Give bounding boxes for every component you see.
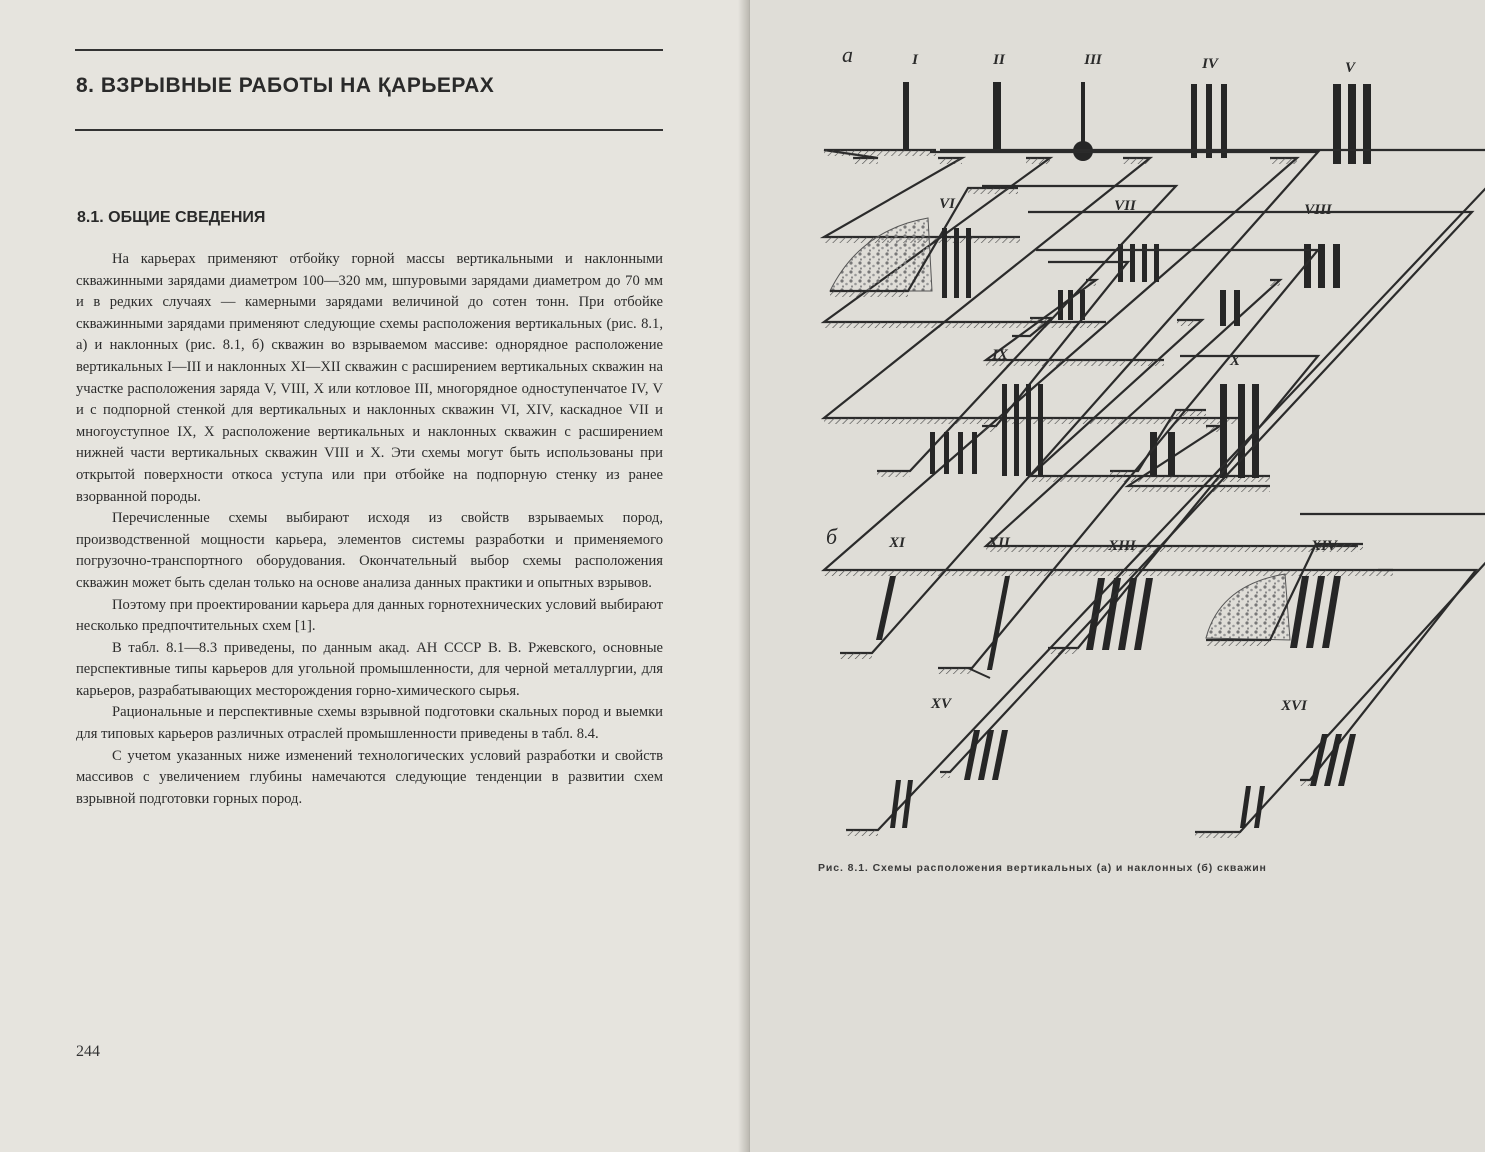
- borehole: [1086, 578, 1105, 650]
- scheme-label: VIII: [1304, 202, 1332, 218]
- scheme-label: X: [1229, 353, 1241, 369]
- ground-hatch: [824, 150, 936, 156]
- ground-hatch: [877, 471, 910, 477]
- scheme-label: VI: [939, 196, 955, 212]
- ground-hatch: [1026, 158, 1050, 164]
- borehole: [987, 576, 1010, 670]
- ground-hatch: [1206, 640, 1270, 646]
- group-b-label: б: [826, 524, 838, 549]
- paragraph: Поэтому при проектировании карьера для данных горнотехнических условий выбирают несколько предпочтительных схем [1].: [76, 596, 663, 635]
- scheme-label: XIII: [1108, 538, 1136, 554]
- ground-hatch: [824, 322, 1106, 328]
- borehole-schemes-diagram: [750, 0, 1485, 1152]
- paragraph: В табл. 8.1—8.3 приведены, по данным акад. АН СССР В. В. Ржевского, основные перспективные типы карьеров для угольной промышленности, для черной металлургии, для карьеров, разрабатывающих месторождения горно-химического сырья.: [76, 639, 663, 699]
- borehole: [942, 228, 947, 298]
- ground-hatch: [940, 772, 950, 778]
- borehole: [1348, 84, 1356, 164]
- scheme-label: IX: [992, 347, 1008, 363]
- borehole: [1081, 82, 1085, 142]
- paragraph: Рациональные и перспективные схемы взрывной подготовки скальных пород и выемки для типовых карьеров различных отраслей промышленности приведены в табл. 8.4.: [76, 704, 663, 743]
- paragraph: На карьерах применяют отбойку горной массы вертикальными и наклонными скважинными зарядами диаметром 100—320 мм, шпуровыми зарядами диаметром до 70 мм и в редких случаях — камерными зарядами величиной до сотен тонн. При отбойке скважинными зарядами применяют следующие схемы расположения вертикальных (рис. 8.1, а) и наклонных (рис. 8.1, б) скважин во взрываемом массиве: однорядное расположение вертикальных I—III и наклонных XI—XII скважин с расширением вертикальных скважин на участке расположения заряда V, VIII, X или котловое III, многорядное одноступенчатое IV, V и с подпорной стенкой для вертикальных и наклонных скважин VI, XIV, каскадное VII и многоуступное IX, X расположение вертикальных и наклонных скважин с расширением нижней части вертикальных скважин VIII и X. Эти схемы могут быть использованы при открытой поверхности откоса уступа или при отбойке на подпорную стенку из ранее взорванной породы.: [76, 251, 663, 505]
- borehole: [890, 780, 901, 828]
- ground-hatch: [1270, 158, 1297, 164]
- ground-hatch: [1195, 832, 1240, 838]
- ground-hatch: [938, 158, 962, 164]
- ground-hatch: [824, 418, 1243, 424]
- ground-hatch: [982, 426, 996, 432]
- scheme-label: III: [1084, 52, 1102, 68]
- ground-hatch: [986, 546, 1358, 552]
- scheme-label: XII: [988, 535, 1010, 551]
- group-a-label: а: [842, 42, 853, 67]
- scheme-label: II: [993, 52, 1005, 68]
- borehole: [1014, 384, 1019, 476]
- borehole: [1134, 578, 1153, 650]
- borehole: [1206, 84, 1212, 158]
- ground-hatch: [1206, 426, 1220, 432]
- borehole: [1168, 432, 1175, 476]
- scheme-label: I: [912, 52, 918, 68]
- schemes-drawing: [824, 52, 1485, 838]
- scheme-label: VII: [1114, 198, 1136, 214]
- ground-hatch: [830, 291, 908, 297]
- ground-hatch: [824, 570, 1393, 576]
- ground-hatch: [846, 830, 878, 836]
- borehole: [1150, 432, 1157, 476]
- ground-hatch: [938, 668, 972, 674]
- borehole: [1333, 244, 1340, 288]
- borehole: [1026, 384, 1031, 476]
- right-page: [750, 0, 1485, 1152]
- ground-hatch: [1300, 780, 1310, 786]
- borehole: [1306, 576, 1325, 648]
- page-number: 244: [76, 1043, 100, 1060]
- ground-hatch: [853, 158, 878, 164]
- ground-hatch: [840, 653, 872, 659]
- rubble-pile: [1206, 574, 1290, 640]
- borehole: [978, 730, 994, 780]
- borehole: [1221, 84, 1227, 158]
- borehole: [930, 432, 935, 474]
- figure-caption: Рис. 8.1. Схемы расположения вертикальных (а) и наклонных (б) скважин: [818, 862, 1267, 874]
- ground-hatch: [1123, 158, 1150, 164]
- scheme-label: V: [1344, 60, 1356, 76]
- borehole: [944, 432, 949, 474]
- ground-hatch: [1270, 280, 1280, 286]
- bottom-rule: [75, 129, 663, 131]
- chapter-title: 8. ВЗРЫВНЫЕ РАБОТЫ НА ҚАРЬЕРАХ: [76, 74, 495, 97]
- borehole: [958, 432, 963, 474]
- scheme-label: XVI: [1281, 698, 1307, 714]
- borehole: [972, 432, 977, 474]
- borehole: [1290, 576, 1309, 648]
- borehole: [1238, 384, 1245, 478]
- borehole: [966, 228, 971, 298]
- borehole: [1318, 244, 1325, 288]
- top-rule: [75, 49, 663, 51]
- body-text: [76, 249, 663, 810]
- borehole: [1220, 290, 1226, 326]
- borehole: [954, 228, 959, 298]
- borehole: [1058, 290, 1063, 320]
- bench-profile: [986, 280, 1164, 360]
- rubble-pile: [830, 218, 932, 291]
- ground-hatch: [968, 188, 1018, 194]
- borehole: [1363, 84, 1371, 164]
- borehole: [1002, 384, 1007, 476]
- borehole: [1234, 290, 1240, 326]
- scheme-label: XV: [930, 696, 952, 712]
- borehole: [1322, 576, 1341, 648]
- section-title: 8.1. ОБЩИЕ СВЕДЕНИЯ: [77, 209, 266, 226]
- ground-hatch: [1030, 476, 1270, 482]
- ground-hatch: [1177, 320, 1202, 326]
- scheme-label: IV: [1202, 56, 1218, 72]
- borehole: [1333, 84, 1341, 164]
- borehole: [992, 730, 1008, 780]
- borehole: [1068, 290, 1073, 320]
- borehole: [993, 82, 1001, 152]
- borehole: [903, 82, 909, 150]
- scheme-label: XIV: [1311, 538, 1337, 554]
- paragraph: С учетом указанных ниже изменений технологических условий разработки и свойств массивов с увеличением глубины намечаются следующие тенденции в развитии схем взрывной подготовки горных пород.: [76, 747, 663, 807]
- scheme-label: XI: [889, 535, 905, 551]
- borehole: [1191, 84, 1197, 158]
- paragraph: Перечисленные схемы выбирают исходя из свойств взрываемых пород, производственной мощности карьера, элементов системы разработки и применяемого погрузочно-транспортного оборудования. Окончательный выбор схемы расположения скважин может быть сделан только на основе анализа данных практики и опытных взрывов.: [76, 510, 663, 591]
- figure-8-1: [750, 0, 1485, 1152]
